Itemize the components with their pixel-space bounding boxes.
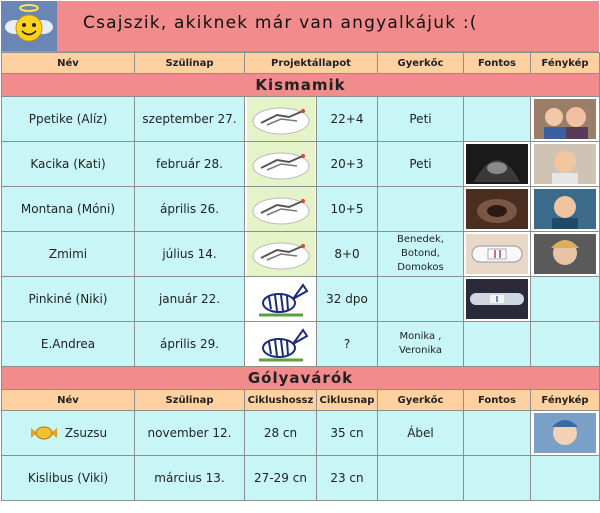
member-name: Zsuzsu bbox=[64, 425, 108, 440]
column-header-cycle-day: Ciklusnap bbox=[317, 390, 378, 411]
column-header-photo: Fénykép bbox=[531, 390, 600, 411]
kismamik-header-row bbox=[2, 53, 600, 74]
column-header-photo: Fénykép bbox=[531, 53, 600, 74]
cycle-day: 23 cn bbox=[317, 456, 378, 501]
column-header-name: Név bbox=[2, 390, 135, 411]
table-row bbox=[2, 411, 600, 456]
pregnancy-week: 22+4 bbox=[317, 97, 378, 142]
table-row bbox=[2, 232, 600, 277]
member-name: Montana (Móni) bbox=[2, 187, 135, 232]
member-name-cell bbox=[2, 411, 135, 456]
pregnancy-week: 20+3 bbox=[317, 142, 378, 187]
banner bbox=[1, 1, 599, 52]
member-children: Peti bbox=[378, 97, 464, 142]
column-header-birthday: Szülinap bbox=[135, 390, 245, 411]
member-name: Ppetike (Alíz) bbox=[2, 97, 135, 142]
cycle-day: 35 cn bbox=[317, 411, 378, 456]
member-name: Kacika (Kati) bbox=[2, 142, 135, 187]
member-children: Monika , Veronika bbox=[378, 322, 464, 367]
pregnancy-week: 8+0 bbox=[317, 232, 378, 277]
photo-face[interactable] bbox=[531, 232, 600, 277]
ultrasound-image[interactable] bbox=[464, 187, 531, 232]
member-children: Ábel bbox=[378, 411, 464, 456]
stork-icon bbox=[245, 142, 317, 187]
table-row bbox=[2, 142, 600, 187]
table-row bbox=[2, 187, 600, 232]
member-birthday: április 29. bbox=[135, 322, 245, 367]
cycle-length: 27-29 cn bbox=[245, 456, 317, 501]
page bbox=[1, 1, 599, 511]
photo-face[interactable] bbox=[531, 142, 600, 187]
member-birthday: november 12. bbox=[135, 411, 245, 456]
column-header-name: Név bbox=[2, 53, 135, 74]
member-birthday: január 22. bbox=[135, 277, 245, 322]
stork-icon bbox=[245, 187, 317, 232]
table-row bbox=[2, 322, 600, 367]
column-header-status: Projektállapot bbox=[245, 53, 378, 74]
member-birthday: szeptember 27. bbox=[135, 97, 245, 142]
member-children: Peti bbox=[378, 142, 464, 187]
column-header-birthday: Szülinap bbox=[135, 53, 245, 74]
fontos-cell bbox=[464, 456, 531, 501]
page-title: Csajszik, akiknek már van angyalkájuk :( bbox=[83, 13, 478, 33]
photo-cell bbox=[531, 456, 600, 501]
member-children: Benedek, Botond, Domokos bbox=[378, 232, 464, 277]
table-row bbox=[2, 277, 600, 322]
section-kismamik bbox=[2, 74, 600, 97]
photo-cell bbox=[531, 322, 600, 367]
pregnancy-week: 10+5 bbox=[317, 187, 378, 232]
photo-cell bbox=[531, 277, 600, 322]
ultrasound-image[interactable] bbox=[464, 142, 531, 187]
member-name: E.Andrea bbox=[2, 322, 135, 367]
stork-icon bbox=[245, 97, 317, 142]
member-birthday: április 26. bbox=[135, 187, 245, 232]
member-children bbox=[378, 187, 464, 232]
photo-face[interactable] bbox=[531, 187, 600, 232]
member-birthday: július 14. bbox=[135, 232, 245, 277]
column-header-fontos: Fontos bbox=[464, 53, 531, 74]
member-name: Zmimi bbox=[2, 232, 135, 277]
golyavarok-header-row bbox=[2, 390, 600, 411]
fontos-cell bbox=[464, 411, 531, 456]
member-children bbox=[378, 277, 464, 322]
member-children bbox=[378, 456, 464, 501]
member-name: Pinkiné (Niki) bbox=[2, 277, 135, 322]
table-row bbox=[2, 456, 600, 501]
photo-baby[interactable] bbox=[531, 411, 600, 456]
stork-icon bbox=[245, 232, 317, 277]
column-header-children: Gyerkőc bbox=[378, 53, 464, 74]
candy-icon bbox=[29, 426, 59, 440]
fontos-cell bbox=[464, 97, 531, 142]
member-birthday: március 13. bbox=[135, 456, 245, 501]
pregnancy-test-image[interactable] bbox=[464, 232, 531, 277]
zebra-icon bbox=[245, 277, 317, 322]
table-row bbox=[2, 97, 600, 142]
zebra-icon bbox=[245, 322, 317, 367]
photo-two-faces[interactable] bbox=[531, 97, 600, 142]
section-title: Gólyavárók bbox=[2, 367, 600, 390]
pregnancy-test-image[interactable] bbox=[464, 277, 531, 322]
pregnancy-week: 32 dpo bbox=[317, 277, 378, 322]
section-title: Kismamik bbox=[2, 74, 600, 97]
member-name: Kislibus (Viki) bbox=[2, 456, 135, 501]
member-birthday: február 28. bbox=[135, 142, 245, 187]
section-golyavarok bbox=[2, 367, 600, 390]
fontos-cell bbox=[464, 322, 531, 367]
smiley-angel-icon bbox=[1, 1, 57, 51]
column-header-cycle-length: Ciklushossz bbox=[245, 390, 317, 411]
cycle-length: 28 cn bbox=[245, 411, 317, 456]
pregnancy-week: ? bbox=[317, 322, 378, 367]
column-header-fontos: Fontos bbox=[464, 390, 531, 411]
column-header-children: Gyerkőc bbox=[378, 390, 464, 411]
members-table bbox=[1, 52, 600, 501]
